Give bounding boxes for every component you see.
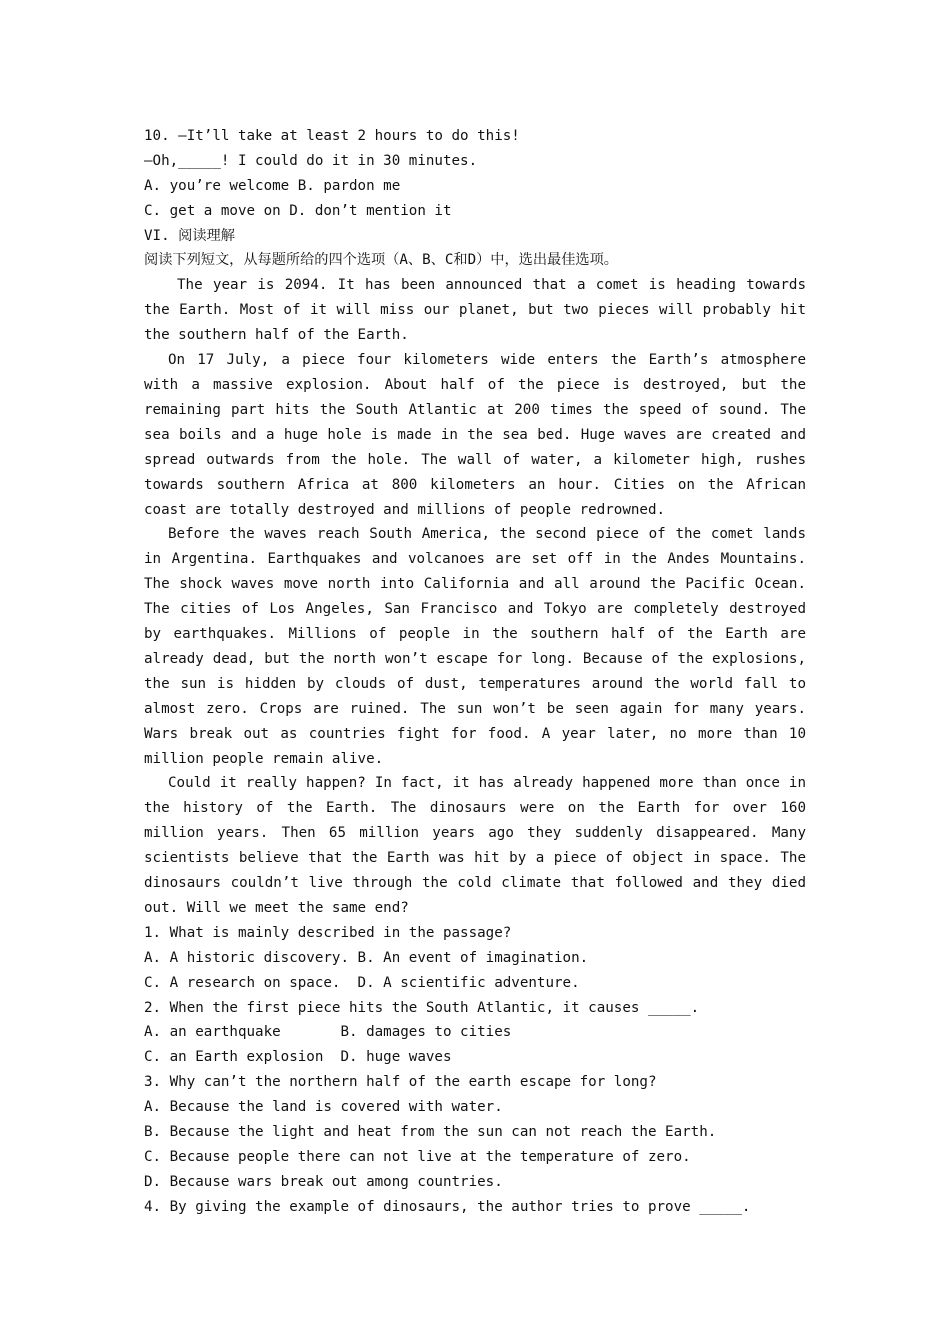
passage-paragraph-1: The year is 2094. It has been announced that a comet is heading towards the Earth. Most of it will miss our planet, but two pieces will probably hit the southern half of the Earth. — [144, 277, 806, 344]
question-2: 2. When the first piece hits the South Atlantic, it causes _____. — [144, 999, 700, 1016]
passage-paragraph-3: Before the waves reach South America, the second piece of the comet lands in Argentina. Earthquakes and volcanoes are set off in the Andes Mountains. The shock waves move north into California and all around the Pacific Ocean. The cities of Los Angeles, San Francisco and Tokyo are completely destroyed by earthquakes. Millions of people in the southern half of the Earth are already dead, but the north won’t escape for long. Because of the explosions, the sun is hidden by clouds of dust, temperatures around the world fall to almost zero. Crops are ruined. The sun won’t be seen again for many years. Wars break out as countries fight for food. A year later, no more than 10 million people remain alive. — [144, 526, 806, 767]
question-4: 4. By giving the example of dinosaurs, the author tries to prove _____. — [144, 1198, 751, 1215]
question-2-options-ab: A. an earthquake B. damages to cities — [144, 1024, 512, 1041]
question-3-option-a: A. Because the land is covered with water. — [144, 1099, 503, 1116]
question-2-options-cd: C. an Earth explosion D. huge waves — [144, 1049, 452, 1066]
q10-options-ab: A. you’re welcome B. pardon me — [144, 177, 401, 194]
question-3: 3. Why can’t the northern half of the earth escape for long? — [144, 1074, 657, 1091]
question-3-option-b: B. Because the light and heat from the sun can not reach the Earth. — [144, 1124, 717, 1141]
section-title: VI. 阅读理解 — [144, 227, 235, 244]
passage-paragraph-2: On 17 July, a piece four kilometers wide enters the Earth’s atmosphere with a massive explosion. About half of the piece is destroyed, but the remaining part hits the South Atlantic at 200 times the speed of sound. The sea boils and a huge hole is made in the sea bed. Huge waves are created and spread outwards from the hole. The wall of water, a kilometer high, rushes towards southern Africa at 800 kilometers an hour. Cities on the African coast are totally destroyed and millions of people redrowned. — [144, 352, 806, 518]
question-3-option-c: C. Because people there can not live at the temperature of zero. — [144, 1148, 691, 1165]
passage-paragraph-4: Could it really happen? In fact, it has already happened more than once in the history of the Earth. The dinosaurs were on the Earth for over 160 million years. Then 65 million years ago they suddenly disappeared. Many scientists believe that the Earth was hit by a piece of object in space. The dinosaurs couldn’t live through the cold climate that followed and they died out. Will we meet the same end? — [144, 775, 806, 916]
q10-reply: —Oh,_____! I could do it in 30 minutes. — [144, 152, 478, 169]
q10-options-cd: C. get a move on D. don’t mention it — [144, 202, 452, 219]
document-page — [144, 124, 806, 1220]
question-1-options-cd: C. A research on space. D. A scientific adventure. — [144, 974, 580, 991]
section-instruction: 阅读下列短文，从每题所给的四个选项（A、B、C和D）中，选出最佳选项。 — [144, 252, 618, 269]
q10-stem: 10. —It’ll take at least 2 hours to do this! — [144, 128, 520, 144]
question-1: 1. What is mainly described in the passage? — [144, 924, 512, 941]
question-3-option-d: D. Because wars break out among countries. — [144, 1173, 503, 1190]
question-1-options-ab: A. A historic discovery. B. An event of imagination. — [144, 949, 589, 966]
